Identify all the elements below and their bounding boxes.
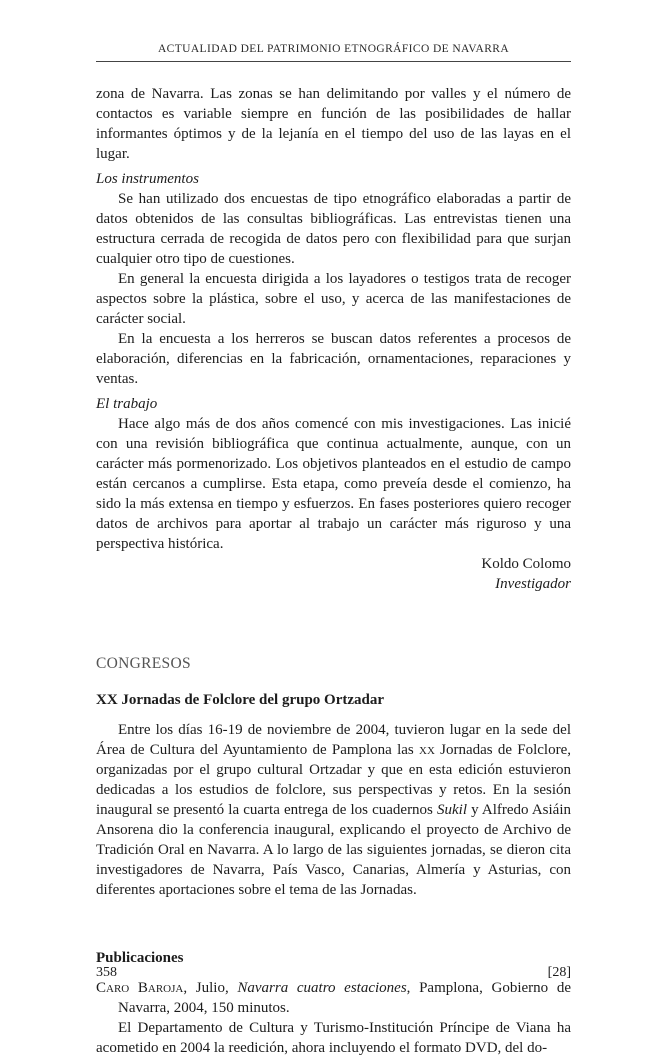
section-label-congresos: CONGRESOS <box>96 655 191 672</box>
intro-paragraph: zona de Navarra. Las zonas se han delimitando por valles y el número de contactos es variable siempre en función de las posibilidades de hallar informantes óptimos y de la lejanía en el tiempo del uso de las layas en el lugar. <box>96 86 571 162</box>
text-run: Entre los días 16-19 de noviembre de 2004, tuvieron lugar en la sede del Área de Cultura del Ayuntamiento de Pamplona las <box>96 722 571 758</box>
paragraph: Se han utilizado dos encuestas de tipo etnográfico elaboradas a partir de datos obtenidos de las consultas bibliográficas. Las entrevistas tienen una estructura cerrada de recogida de datos pero con flexibilidad para que surjan cualquier otro tipo de cuestiones. <box>96 191 571 267</box>
publication-title: Sukil <box>437 802 468 818</box>
page-body <box>96 84 571 1058</box>
paragraph: En la encuesta a los herreros se buscan datos referentes a procesos de elaboración, diferencias en la fabricación, ornamentaciones, reparaciones y ventas. <box>96 331 571 387</box>
entry-title: Navarra cuatro estaciones <box>237 980 407 996</box>
paragraph <box>96 720 571 900</box>
roman-numeral: xx <box>419 742 435 758</box>
bracket-page-number: [28] <box>547 965 571 980</box>
paragraph: El Departamento de Cultura y Turismo-Institución Príncipe de Viana ha acometido en 2004 la reedición, ahora incluyendo el formato DVD, del do- <box>96 1020 571 1056</box>
section-heading-publicaciones: Publicaciones <box>96 950 184 966</box>
entry-author: Caro Baroja <box>96 980 184 996</box>
page-number: 358 <box>96 965 117 980</box>
paragraph: En general la encuesta dirigida a los layadores o testigos trata de recoger aspectos sobre la plástica, sobre el uso, y acerca de las manifestaciones de carácter social. <box>96 271 571 327</box>
text-run: , Julio, <box>183 980 238 996</box>
text-run: y Alfredo Asiáin Ansorena dio la conferencia inaugural, explicando el proyecto de Archivo de Tradición Oral en Navarra. A lo largo de las siguientes jornadas, se dieron cita investigadores de Navarra, País Vasco, Canarias, Almería y Asturias, con diferentes aportaciones sobre el tema de las Jornadas. <box>96 802 571 898</box>
text-run: Jornadas de Folclore, organizadas por el grupo cultural Ortzadar y que en esta edición estuvieron dedicadas a los estudios de folclore, sus perspectivas y retos. En la sesión inaugural se presentó la cuarta entrega de los cuadernos <box>96 742 572 818</box>
text-run: , Pamplona, Gobierno de Navarra, 2004, 150 minutos. <box>118 980 571 1016</box>
bibliographic-entry <box>96 978 571 1018</box>
author-name: Koldo Colomo <box>481 556 571 572</box>
paragraph: Hace algo más de dos años comencé con mis investigaciones. Las inicié con una revisión bibliográfica que continua actualmente, aunque, con un carácter más pormenorizado. Los objetivos planteados en el estudio de campo están cercanos a cumplirse. Esta etapa, como preveía desde el comienzo, ha sido la más extensa en tiempo y esfuerzos. En fases posteriores quiero recoger datos de archivos para aportar al trabajo un carácter más riguroso y una perspectiva histórica. <box>96 416 571 552</box>
section-heading-trabajo: El trabajo <box>96 396 158 412</box>
running-head: ACTUALIDAD DEL PATRIMONIO ETNOGRÁFICO DE NAVARRA <box>157 43 510 55</box>
header-rule <box>96 61 571 62</box>
author-title: Investigador <box>495 576 571 592</box>
section-heading-instrumentos: Los instrumentos <box>96 171 199 187</box>
article-title: XX Jornadas de Folclore del grupo Ortzadar <box>96 692 385 708</box>
